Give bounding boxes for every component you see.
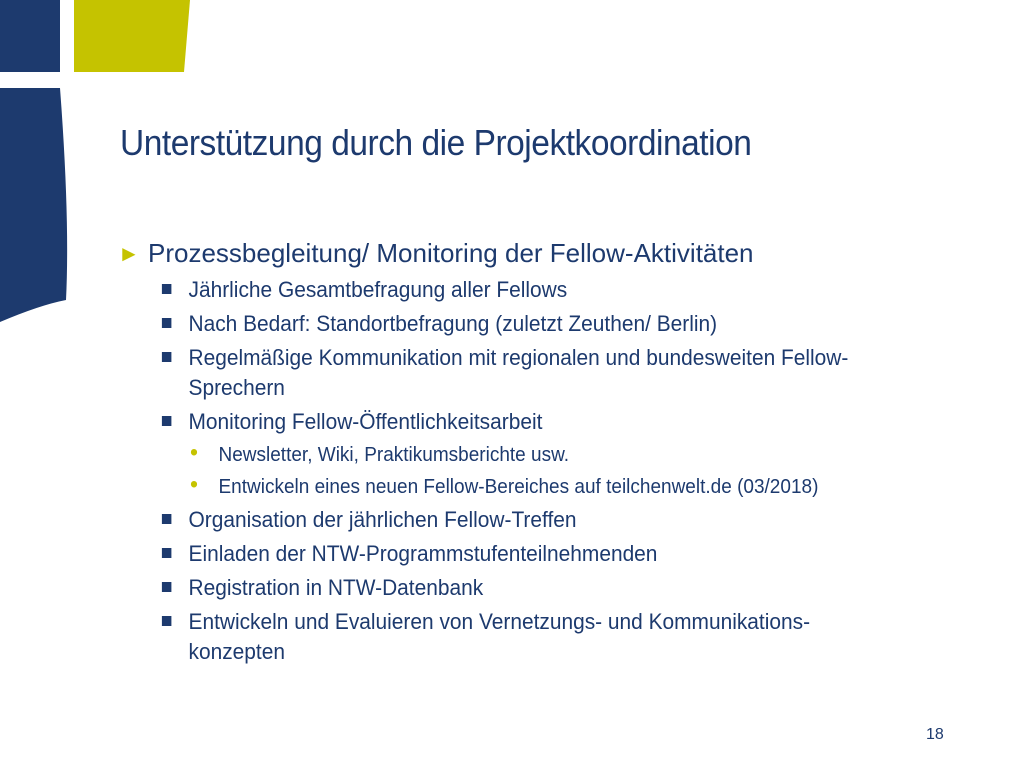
list-item: [160, 505, 937, 535]
list-item-text: Nach Bedarf: Standortbefragung (zuletzt Zeuthen/ Berlin): [188, 311, 718, 336]
dot-bullet-icon: •: [190, 439, 198, 466]
list-item: [160, 275, 937, 305]
square-bullet-icon: [160, 275, 189, 305]
yellow-block: [74, 0, 190, 72]
bullet-list: [118, 237, 978, 667]
square-bullet-icon: [160, 343, 189, 373]
square-bullet-icon: [160, 573, 189, 603]
list-item: [160, 309, 937, 339]
dot-bullet-icon: •: [190, 471, 198, 498]
sub-list-item: [190, 441, 939, 469]
main-bullet-text: Prozessbegleitung/ Monitoring der Fellow-Aktivitäten: [148, 238, 754, 268]
list-item: [160, 607, 937, 667]
list-item-text: Regelmäßige Kommunikation mit regionalen und bundesweiten Fellow-Sprechern: [188, 345, 849, 400]
square-bullet-icon: [160, 607, 189, 637]
sub-list-item-text: Entwickeln eines neuen Fellow-Bereiches auf teilchenwelt.de (03/2018): [218, 476, 819, 498]
list-item-text: Jährliche Gesamtbefragung aller Fellows: [188, 277, 568, 302]
triangle-bullet-icon: ►: [118, 241, 140, 266]
list-item-text: Monitoring Fellow-Öffentlichkeitsarbeit: [188, 409, 543, 434]
navy-top-block: [0, 0, 60, 72]
list-item-text: Entwickeln und Evaluieren von Vernetzungs- und Kommunikations-konzepten: [188, 609, 811, 664]
list-item: [160, 573, 937, 603]
list-item-text: Registration in NTW-Datenbank: [188, 575, 484, 600]
square-bullet-icon: [160, 309, 189, 339]
square-bullet-icon: [160, 505, 189, 535]
list-item: [160, 407, 937, 437]
page-number: 18: [926, 726, 944, 743]
slide-title: Unterstützung durch die Projektkoordination: [120, 122, 752, 163]
list-item-text: Einladen der NTW-Programmstufenteilnehmenden: [188, 541, 658, 566]
square-bullet-icon: [160, 407, 189, 437]
square-bullet-icon: [160, 539, 189, 569]
main-bullet: [118, 237, 978, 271]
sub-list-item-text: Newsletter, Wiki, Praktikumsberichte usw.: [218, 444, 570, 466]
list-item-text: Organisation der jährlichen Fellow-Treffen: [188, 507, 577, 532]
sub-list-item: [190, 473, 939, 501]
navy-swoosh: [0, 88, 67, 322]
list-item: [160, 539, 937, 569]
list-item: [160, 343, 937, 403]
